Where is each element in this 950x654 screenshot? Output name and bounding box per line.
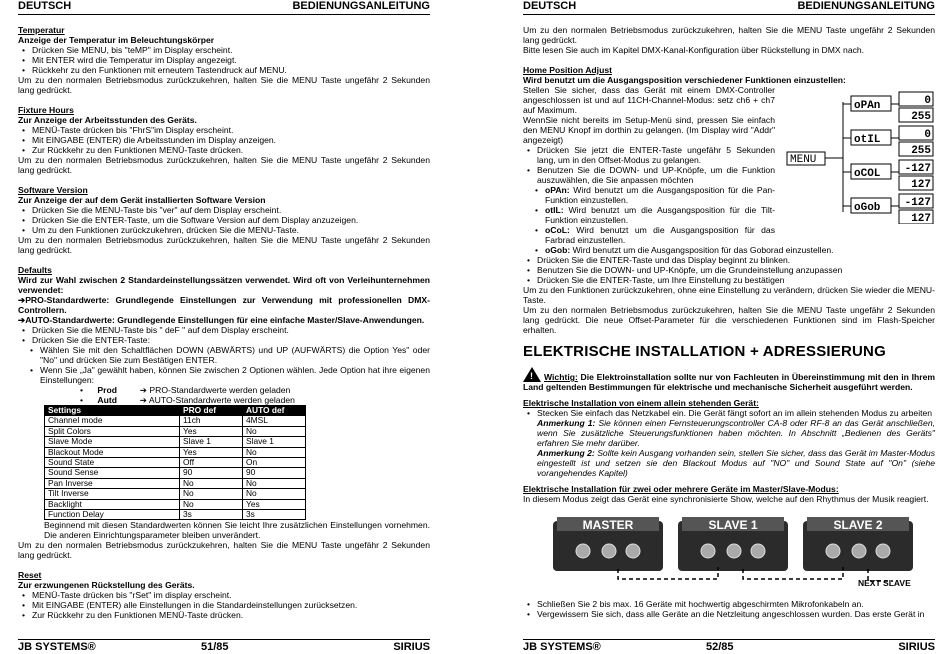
page-header <box>18 0 430 15</box>
list-item <box>545 185 775 205</box>
list-item: • MENÜ-Taste drücken bis "rSet" im display erscheint. <box>32 590 430 600</box>
master-slave-illustration <box>548 517 935 589</box>
function-desc: Wird benutzt um die Ausgangsposition für die Tilt-Funktion einzustellen. <box>545 205 775 225</box>
header-language: DEUTSCH <box>18 0 72 12</box>
paragraph: In diesem Modus zeigt das Gerät eine synchronisierte Show, welche auf den Rhythmus der Musik reagiert. <box>523 494 929 504</box>
note-2 <box>523 448 935 478</box>
table-row <box>45 416 306 426</box>
function-key: oPAn: <box>545 185 570 195</box>
pro-defaults-note: ➔PRO-Standardwerte: Grundlegende Einstellungen zur Verwendung mit professionellen DMX-Controllern. <box>18 295 430 315</box>
paragraph: Um zu den normalen Betriebsmodus zurückzukehren, halten Sie die MENU Taste ungefähr 2 Sekunden lang gedrückt. <box>18 235 430 255</box>
table-cell: No <box>180 478 243 488</box>
bullet-icon: • <box>80 385 84 395</box>
note-label: Anmerkung 2: <box>537 448 595 458</box>
bottom-text <box>523 599 935 619</box>
table-cell: Channel mode <box>45 416 180 426</box>
footer-page-number: 51/85 <box>201 641 229 653</box>
table-cell: 3s <box>243 510 306 520</box>
table-cell: Split Colors <box>45 426 180 436</box>
table-cell: Sound State <box>45 458 180 468</box>
function-key: oCoL: <box>545 225 570 235</box>
table-cell: Off <box>180 458 243 468</box>
auto-defaults-note: ➔AUTO-Standardwerte: Grundlegende Einstellungen für eine einfache Master/Slave-Anwendungen. <box>18 315 425 325</box>
paragraph: Um zu den normalen Betriebsmodus zurückzukehren, halten Sie die MENU Taste ungefähr 2 Sekunden lang gedrückt. Die neue Offset-Parameter für die verschiedenen Funktionen sind im Flash-Speicher erhalten. <box>523 305 935 335</box>
list-item: • Mit ENTER wird die Temperatur im Display angezeigt. <box>32 55 430 65</box>
list-item: • Schließen Sie 2 bis max. 16 Geräte mit hochwertig abgeschirmten Mikrofonkabeln an. <box>537 599 935 609</box>
connector-icon <box>701 544 715 558</box>
list-item: • Um zu den Funktionen zurückzukehren, drücken Sie die MENU-Taste. <box>32 225 430 235</box>
table-cell: Yes <box>180 426 243 436</box>
option-autd <box>18 395 430 405</box>
lcd-value-label: -127 <box>904 163 931 175</box>
bullet-icon: • <box>80 395 84 405</box>
table-header-row <box>45 406 306 416</box>
list-item: • Mit EINGABE (ENTER) alle Einstellungen in die Standardeinstellungen zurücksetzen. <box>32 600 430 610</box>
list-item <box>545 205 775 225</box>
table-cell: On <box>243 458 306 468</box>
warning-paragraph <box>523 367 935 392</box>
option-prod <box>18 385 430 395</box>
paragraph: WennSie nicht bereits im Setup-Menü sind, pressen Sie einfach den MENU Knopf im dorthin zu gelangen. (Im Display wird "Addr" angezeigt) <box>523 115 775 145</box>
paragraph: Stellen Sie sicher, dass das Gerät mit einem DMX-Controller angeschlossen ist und auf 11CH-Channel-Modus: setz ch6 + ch7 auf Maximum. <box>523 85 775 115</box>
bullet-list <box>18 590 430 620</box>
section-title-single-install: Elektrische Installation von einem allein stehenden Gerät: <box>523 398 759 408</box>
table-cell: Yes <box>180 447 243 457</box>
table-row <box>45 499 306 509</box>
warning-icon <box>523 367 541 382</box>
footer-model: SIRIUS <box>393 641 430 653</box>
connector-icon <box>626 544 640 558</box>
table-cell: 90 <box>180 468 243 478</box>
right-page <box>523 0 935 654</box>
list-item: • Wenn Sie „Ja" gewählt haben, können Sie zwischen 2 Optionen wählen. Jede Option hat ihre eigenen Einstellungen: <box>40 365 430 385</box>
offset-menu-diagram <box>785 88 935 224</box>
list-item: • Drücken Sie die MENU-Taste bis "ver" auf dem Display erscheint. <box>32 205 430 215</box>
bullet-list <box>523 145 775 185</box>
paragraph: Um zu den normalen Betriebsmodus zurückzukehren, halten Sie die MENU Taste ungefähr 2 Sekunden lang gedrückt. <box>18 75 430 95</box>
column-header: Settings <box>45 406 180 416</box>
section-title-master-slave: Elektrische Installation für zwei oder mehrere Geräte im Master/Slave-Modus: <box>523 484 839 494</box>
function-desc: Wird benutzt um die Ausgangsposition für das Farbrad einzustellen. <box>545 225 775 245</box>
function-desc: Wird benutzt um die Ausgangsposition für das Goborad einzustellen. <box>570 245 834 255</box>
warning-text: Die Elektroinstallation sollte nur von Fachleuten in Übereinstimmung mit den in Ihrem Land geltenden Bestimmungen für elektrische und mechanische Sicherheit ausgeführt werden. <box>523 372 935 392</box>
next-slave-label: NEXT SLAVE <box>858 578 911 588</box>
header-title: BEDIENUNGSANLEITUNG <box>797 0 935 12</box>
header-language: DEUTSCH <box>523 0 577 12</box>
lcd-function-label: otIL <box>854 134 881 146</box>
section-title-fixture-hours: Fixture Hours <box>18 105 74 115</box>
bullet-list <box>523 599 935 619</box>
list-item: • Benutzen Sie die DOWN- und UP-Knöpfe, um die Grundeinstellung anzupassen <box>537 265 935 275</box>
menu-label: MENU <box>790 154 817 166</box>
lcd-value-label: 255 <box>911 145 931 157</box>
bullet-list <box>18 45 430 75</box>
paragraph: Um zu den normalen Betriebsmodus zurückzukehren, halten Sie die MENU Taste ungefähr 2 Sekunden lang gedrückt. <box>523 25 935 45</box>
list-item: • Drücken Sie MENU, bis "teMP" im Display erscheint. <box>32 45 430 55</box>
table-body <box>45 416 306 520</box>
left-page <box>18 0 430 654</box>
sub-bullet-list <box>523 185 775 245</box>
option-key: Prod <box>97 385 117 395</box>
footer-page-number: 52/85 <box>706 641 734 653</box>
lcd-function-label: oCOL <box>854 168 881 180</box>
table-row <box>45 489 306 499</box>
list-item: • Drücken Sie die ENTER-Taste, um die Software Version auf dem Display anzuzeigen. <box>32 215 430 225</box>
list-item <box>545 245 935 255</box>
section-title-software-version: Software Version <box>18 185 88 195</box>
lcd-value-label: 255 <box>911 111 931 123</box>
table-cell: Sound Sense <box>45 468 180 478</box>
lcd-function-label: oPAn <box>854 100 881 112</box>
option-key: Autd <box>97 395 117 405</box>
connector-icon <box>826 544 840 558</box>
list-item: • Rückkehr zu den Funktionen mit erneutem Tastendruck auf MENU. <box>32 65 430 75</box>
list-item: • MENÜ-Taste drücken bis "FhrS"im Display erscheint. <box>32 125 430 135</box>
list-item: • Vergewissern Sie sich, dass alle Geräte an die Netzleitung angeschlossen wurden. Das erste Gerät in <box>537 609 935 619</box>
page-body <box>18 25 430 620</box>
connector-icon <box>576 544 590 558</box>
lcd-value-label: -127 <box>904 197 931 209</box>
table-cell: No <box>243 478 306 488</box>
table-row <box>45 458 306 468</box>
unit-label: SLAVE 2 <box>833 518 883 532</box>
paragraph: Um zu den Funktionen zurückzukehren, ohne eine Einstellung zu verändern, drücken Sie wieder die MENU-Taste. <box>523 285 935 305</box>
header-title: BEDIENUNGSANLEITUNG <box>292 0 430 12</box>
function-key: otIL: <box>545 205 564 215</box>
note-text: Sollte kein Ausgang vorhanden sein, stellen Sie sicher, dass das Gerät im Master-Modus eingestellt ist und setzen sie den Blackout Modus auf "NO" und Sound State auf "On" (siehe vorangehendes Kapitel) <box>537 448 936 478</box>
table-cell: Yes <box>243 499 306 509</box>
section-title-reset: Reset <box>18 570 42 581</box>
paragraph: Um zu den normalen Betriebsmodus zurückzukehren, halten Sie die MENU Taste ungefähr 2 Sekunden lang gedrückt. <box>18 540 430 561</box>
lcd-function-label: oGob <box>854 202 881 214</box>
paragraph: Bitte lesen Sie auch im Kapitel DMX-Kanal-Konfiguration über Rückstellung in DMX nach. <box>523 45 865 55</box>
connector-icon <box>852 544 866 558</box>
unit-label: MASTER <box>582 518 634 532</box>
table-cell: Function Delay <box>45 510 180 520</box>
table-row <box>45 510 306 520</box>
table-cell: 90 <box>243 468 306 478</box>
section-subtitle: Zur Anzeige der auf dem Gerät installierten Software Version <box>18 195 266 205</box>
table-cell: No <box>243 489 306 499</box>
table-cell: 4MSL <box>243 416 306 426</box>
list-item: • Drücken Sie die ENTER-Taste: <box>32 335 430 345</box>
table-cell: No <box>180 489 243 499</box>
sub-bullet-list <box>523 245 935 255</box>
list-item: • Drücken Sie jetzt die ENTER-Taste ungefähr 5 Sekunden lang, um in den Offset-Modus zu gelangen. <box>537 145 775 165</box>
function-desc: Wird benutzt um die Ausgangsposition für die Pan-Funktion einzustellen. <box>545 185 775 205</box>
page-header <box>523 0 935 15</box>
sub-bullet-list <box>18 345 430 385</box>
footer-brand: JB SYSTEMS® <box>523 641 601 653</box>
list-item: • Zur Rückkehr zu den Funktionen MENÜ-Taste drücken. <box>32 145 430 155</box>
paragraph: Beginnend mit diesen Standardwerten können Sie leicht Ihre zusätzlichen Einstellungen vornehmen. Die anderen Einrichtungsparameter bleiben unverändert. <box>44 520 430 541</box>
footer-brand: JB SYSTEMS® <box>18 641 96 653</box>
list-item: • Wählen Sie mit den Schaltflächen DOWN (ABWÄRTS) und UP (AUFWÄRTS) die Option Yes" oder "No" und drücken Sie zum Bestätigen ENTER. <box>40 345 430 365</box>
section-subtitle: Wird zur Wahl zwischen 2 Standardeinstellungssätzen verwendet. Wird oft von Verleihunternehmen verwendet: <box>18 275 430 295</box>
section-subtitle: Zur Anzeige der Arbeitsstunden des Geräts. <box>18 115 197 125</box>
note-label: Anmerkung 1: <box>537 418 596 428</box>
bullet-list <box>523 255 935 285</box>
table-cell: Tilt Inverse <box>45 489 180 499</box>
bullet-list <box>18 205 430 235</box>
page-footer <box>523 639 935 654</box>
option-value: ➔ PRO-Standardwerte werden geladen <box>139 385 291 395</box>
section-subtitle: Anzeige der Temperatur im Beleuchtungskörper <box>18 35 215 45</box>
table-cell: Pan Inverse <box>45 478 180 488</box>
table-row <box>45 437 306 447</box>
lcd-value-label: 0 <box>924 129 931 141</box>
list-item: • Zur Rückkehr zu den Funktionen MENÜ-Taste drücken. <box>32 610 430 620</box>
lcd-value-label: 0 <box>924 95 931 107</box>
table-cell: No <box>243 447 306 457</box>
note-text: Sie können einen Fernsteuerungscontroller CA-8 oder RF-8 an das Gerät anschließen, wenn Sie zusätzliche Steuerungsfunktionen haben möchten. In Abschnitt „Bedienen des Geräts" erfahren Sie mehr darüber. <box>537 418 935 448</box>
defaults-table <box>44 405 306 520</box>
footer-model: SIRIUS <box>898 641 935 653</box>
option-value: ➔ AUTO-Standardwerte werden geladen <box>139 395 295 405</box>
page-footer <box>18 639 430 654</box>
table-cell: Slave Mode <box>45 437 180 447</box>
list-item <box>545 225 775 245</box>
list-item: • Drücken Sie die MENU-Taste bis " deF " auf dem Display erscheint. <box>32 325 430 335</box>
unit-label: SLAVE 1 <box>708 518 758 532</box>
table-cell: Slave 1 <box>243 437 306 447</box>
column-header: AUTO def <box>243 406 306 416</box>
list-item: • Drücken Sie die ENTER-Taste und das Display beginnt zu blinken. <box>537 255 935 265</box>
warning-label: Wichtig: <box>544 372 578 382</box>
table-cell: Slave 1 <box>180 437 243 447</box>
connector-icon <box>751 544 765 558</box>
bullet-list <box>18 325 430 345</box>
column-header: PRO def <box>180 406 243 416</box>
bullet-list <box>18 125 430 155</box>
table-row <box>45 426 306 436</box>
table-row <box>45 468 306 478</box>
table-cell: 11ch <box>180 416 243 426</box>
paragraph: Um zu den normalen Betriebsmodus zurückzukehren, halten Sie die MENU Taste ungefähr 2 Sekunden lang gedrückt. <box>18 155 430 175</box>
section-subtitle: Zur erzwungenen Rückstellung des Geräts. <box>18 580 195 591</box>
table-cell: No <box>243 426 306 436</box>
connector-icon <box>876 544 890 558</box>
table-row <box>45 447 306 457</box>
table-cell: No <box>180 499 243 509</box>
section-subtitle: Wird benutzt um die Ausgangsposition verschiedener Funktionen einzustellen: <box>523 75 846 85</box>
table-cell: Blackout Mode <box>45 447 180 457</box>
chapter-title: ELEKTRISCHE INSTALLATION + ADRESSIERUNG <box>523 343 886 360</box>
lcd-value-label: 127 <box>911 213 931 224</box>
function-key: oGob: <box>545 245 571 255</box>
bullet-list <box>523 408 935 418</box>
note-1 <box>523 418 935 448</box>
table-row <box>45 478 306 488</box>
connector-icon <box>602 544 616 558</box>
lcd-value-label: 127 <box>911 179 931 191</box>
list-item: • Stecken Sie einfach das Netzkabel ein. Die Gerät fängt sofort an im allein stehenden Modus zu arbeiten <box>537 408 935 418</box>
connector-icon <box>727 544 741 558</box>
section-title-temperature: Temperatur <box>18 25 65 35</box>
table-cell: 3s <box>180 510 243 520</box>
section-title-defaults: Defaults <box>18 265 52 275</box>
list-item: • Mit EINGABE (ENTER) die Arbeitsstunden im Display anzeigen. <box>32 135 430 145</box>
table-cell: Backlight <box>45 499 180 509</box>
list-item: • Benutzen Sie die DOWN- und UP-Knöpfe, um die Funktion auszuwählen, die Sie anpassen möchten <box>537 165 775 185</box>
list-item: • Drücken Sie die ENTER-Taste, um Ihre Einstellung zu bestätigen <box>537 275 935 285</box>
section-title-home-position: Home Position Adjust <box>523 65 612 75</box>
